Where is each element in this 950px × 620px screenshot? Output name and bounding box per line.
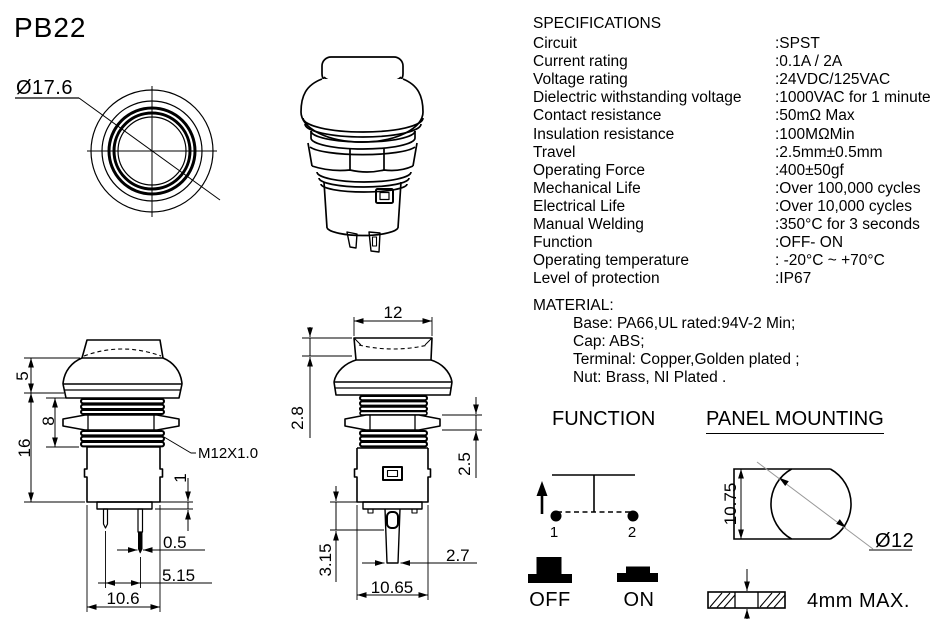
spec-value: :Over 100,000 cycles [775,179,921,197]
spec-value: :OFF- ON [775,234,844,252]
side-cap-width-label: 12 [383,303,403,322]
on-state-symbol [617,573,658,582]
off-label: OFF [529,589,571,611]
specifications-heading: SPECIFICATIONS [533,15,662,32]
material-line: Base: PA66,UL rated:94V-2 Min; [573,315,796,332]
spec-value: :350°C for 3 seconds [775,216,920,234]
spec-label: Level of protection [533,270,660,288]
actuation-arrow-icon [537,481,548,496]
spec-value: :SPST [775,35,820,53]
spec-label: Voltage rating [533,71,628,89]
spec-value: :0.1A / 2A [775,53,843,71]
spec-label: Circuit [533,35,577,53]
spec-value: :1000VAC for 1 minute [775,89,931,107]
terminal-2-label: 2 [627,524,637,541]
contact-terminal-2-dot [628,511,639,522]
material-heading: MATERIAL: [533,297,614,314]
spec-value: :24VDC/125VAC [775,71,891,89]
function-diagram [528,475,658,611]
front-plate-thickness-label: 1 [171,473,190,483]
hatch-pattern [710,593,785,608]
spec-label: Electrical Life [533,197,626,215]
spec-label: Manual Welding [533,216,644,234]
spec-label: Function [533,234,593,252]
material-line: Cap: ABS; [573,333,645,350]
panel-thickness-label: 4mm MAX. [807,590,910,612]
hole-diameter-label: Ø12 [875,530,915,552]
spec-value: :100MΩMin [775,125,855,143]
front-total-height-label: 16 [15,438,34,458]
page-title: PB22 [14,12,87,43]
side-cap-height-label: 2.8 [288,406,307,430]
material-line: Nut: Brass, NI Plated . [573,369,727,386]
top-view-diameter-label: Ø17.6 [16,77,73,99]
panel-mounting-diagram [708,462,914,619]
spec-label: Operating temperature [533,252,689,270]
contact-terminal-1-dot [551,511,562,522]
spec-value: :400±50gf [775,161,844,179]
spec-value: : -20°C ~ +70°C [775,252,885,270]
front-body-width-label: 10.6 [106,589,140,608]
front-thread-spec-label: M12X1.0 [198,445,259,462]
material-line: Terminal: Copper,Golden plated ; [573,351,800,368]
panel-mounting-heading: PANEL MOUNTING [706,408,884,434]
side-terminal-length-label: 3.15 [316,543,335,577]
spec-label: Contact resistance [533,107,662,125]
front-view-drawing [13,340,258,612]
spec-label: Current rating [533,53,628,71]
spec-value: :2.5mm±0.5mm [775,143,883,161]
hole-height-label: 10.75 [721,482,740,526]
terminal-1-label: 1 [549,524,559,541]
side-nut-thickness-label: 2.5 [455,452,474,476]
side-terminal-width-label: 2.7 [446,546,470,565]
side-body-width-label: 10.65 [370,578,414,597]
spec-value: :IP67 [775,270,812,288]
spec-value: :Over 10,000 cycles [775,197,912,215]
spec-value: :50mΩ Max [775,107,855,125]
front-pin-pitch-label: 5.15 [162,566,196,585]
spec-label: Mechanical Life [533,179,641,197]
top-view-drawing [15,77,220,217]
on-label: ON [623,589,655,611]
perspective-view-drawing [301,57,423,252]
front-cap-height-label: 5 [13,371,32,381]
function-heading: FUNCTION [552,408,656,430]
front-bezel-height-label: 8 [39,416,58,426]
spec-label: Operating Force [533,161,645,179]
side-view-drawing [288,303,482,600]
spec-label: Dielectric withstanding voltage [533,89,742,107]
spec-label: Travel [533,143,576,161]
off-state-symbol [528,574,572,583]
front-pin-width-label: 0.5 [163,533,187,552]
spec-label: Insulation resistance [533,125,675,143]
